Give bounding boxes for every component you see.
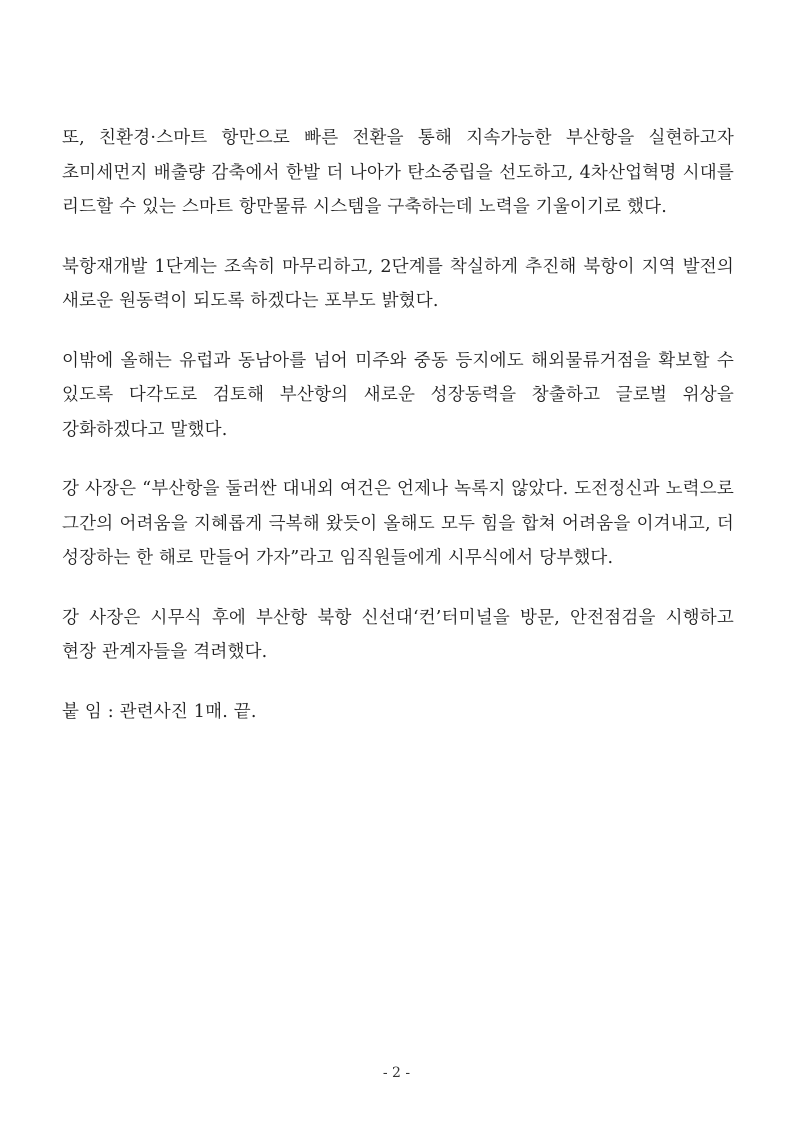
document-body (62, 121, 734, 754)
attachment-note: 붙 임 : 관련사진 1매. 끝. (62, 701, 257, 722)
paragraph-north-port-redevelopment: 북항재개발 1단계는 조속히 마무리하고, 2단계를 착실하게 추진해 북항이 지역 발전의 새로운 원동력이 되도록 하겠다는 포부도 밝혔다. (62, 256, 734, 311)
page-number: - 2 - (382, 1065, 411, 1081)
paragraph-overseas-logistics: 이밖에 올해는 유럽과 동남아를 넘어 미주와 중동 등지에도 해외물류거점을 확보할 수 있도록 다각도로 검토해 부산항의 새로운 성장동력을 창출하고 글로벌 위상을 강화하겠다고 말했다. (62, 350, 734, 440)
paragraph-president-quote: 강 사장은 “부산항을 둘러싼 대내외 여건은 언제나 녹록지 않았다. 도전정신과 노력으로 그간의 어려움을 지혜롭게 극복해 왔듯이 올해도 모두 힘을 합쳐 어려움을 이겨내고, 더 성장하는 한 해로 만들어 가자”라고 임직원들에게 시무식에서 당부했다. (62, 479, 734, 568)
paragraph-terminal-visit: 강 사장은 시무식 후에 부산항 북항 신선대‘컨’터미널을 방문, 안전점검을 시행하고 현장 관계자들을 격려했다. (62, 607, 734, 662)
paragraph-eco-smart-port: 또, 친환경·스마트 항만으로 빠른 전환을 통해 지속가능한 부산항을 실현하고자 초미세먼지 배출량 감축에서 한발 더 나아가 탄소중립을 선도하고, 4차산업혁명 시대를 리드할 수 있는 스마트 항만물류 시스템을 구축하는데 노력을 기울이기로 했다. (62, 128, 734, 217)
